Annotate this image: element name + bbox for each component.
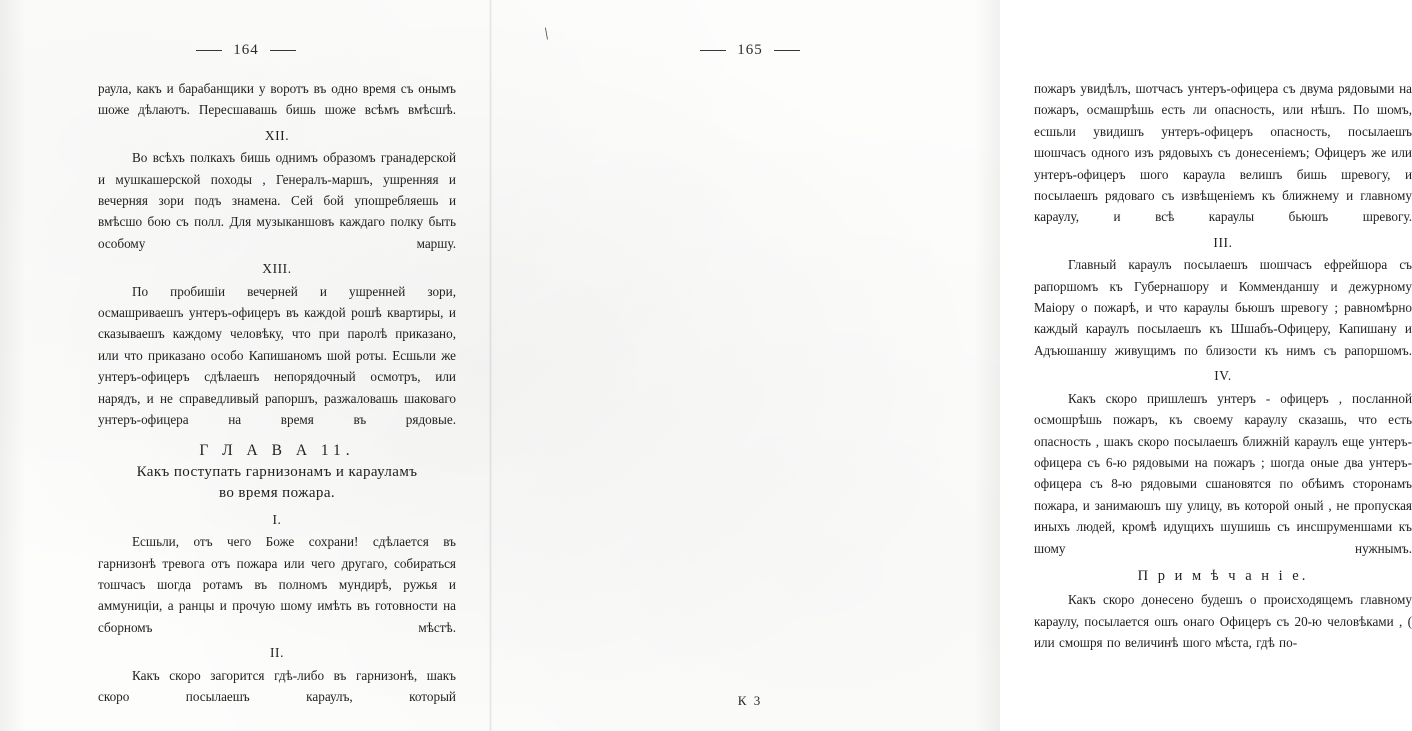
folio-number-left: 164 (233, 42, 259, 58)
section-heading: XIII. (262, 261, 292, 277)
paragraph: Главный караулъ посылаешъ шошчасъ ефрейшора съ рапоршомъ къ Губернашору и Комменданшу и дежурному Маіору о пожарѣ, и что караулы бьюшъ шревогу ; равномѣрно каждый караулъ посылаешъ къ Шшабъ-Офицеру, Капишану и Адъюшаншу живущимъ по близости къ нимъ съ рапоршомъ. (1034, 257, 1412, 358)
folio-right (500, 42, 1000, 59)
chapter-title-line-1: Какъ поступать гарнизонамъ и карауламъ (136, 463, 418, 480)
paragraph: Какъ скоро пришлешъ унтеръ - офицеръ , посланной осмошрѣшь пожаръ, къ своему караулу сказашь, что есть опасность , шакъ скоро посылаешъ ближній караулъ еще унтеръ-офицера съ 6-ю рядовыми на пожаръ ; шогда оные два унтеръ-офицера съ 8-ю рядовыми сшановятся по обѣимъ сторонамъ пожара, и занимаюшъ шу улицу, въ которой оный , не пропуская иныхъ людей, кромѣ идущихъ шушишь съ инсшруменшами къ шому нужнымъ. (1034, 390, 1412, 556)
folio-number-right: 165 (737, 42, 763, 58)
folio-left (0, 42, 492, 59)
notes-heading: П р и м ѣ ч а н і е. (1137, 567, 1309, 584)
section-heading: III. (1213, 234, 1233, 250)
right-page-text-column (1034, 78, 1412, 654)
folio-rule-right (774, 50, 800, 51)
folio-rule-right (270, 50, 296, 51)
right-page (500, 0, 1412, 731)
paragraph: Какъ скоро донесено будешъ о происходящемъ главному караулу, посылается ошъ онаго Офицеръ съ 20-ю человѣками , ( или смошря по величинѣ шого мѣста, гдѣ по- (1034, 592, 1412, 651)
ink-mark: \ (542, 23, 551, 44)
paragraph: пожаръ увидѣлъ, шотчасъ унтеръ-офицера съ двума рядовыми на пожаръ, осмашрѣшь есть ли опасность, или нѣшъ. По шомъ, есшьли увидишъ унтеръ-офицеръ опасность, посылаешъ шошчасъ одного изъ рядовыхъ съ донесеніемъ; Офицеръ же или унтеръ-офицеръ шого караула велишъ бишь шревогу, и посылаешъ рядоваго съ извѣщеніемъ къ ближнему и главному караулу, и всѣ караулы бьюшъ шревогу. (1034, 81, 1412, 225)
folio-rule-left (196, 50, 222, 51)
paragraph: раула, какъ и барабанщики у воротъ въ одно время съ онымъ шоже дѣлаютъ. Пересшавашь бишь шоже всѣмъ вмѣсшѣ. (98, 81, 456, 118)
chapter-heading: Г Л А В А 11. (199, 441, 355, 459)
left-page (0, 0, 492, 731)
chapter-title-line-2: во время пожара. (218, 485, 336, 502)
section-heading: I. (272, 511, 282, 527)
section-heading: IV. (1214, 368, 1232, 384)
left-page-text-column (98, 78, 456, 707)
section-heading: II. (269, 645, 285, 661)
paragraph: Есшьли, отъ чего Боже сохрани! сдѣлается въ гарнизонѣ тревога отъ пожара или чего другаго, собираться тошчасъ шогда ротамъ въ полномъ мундирѣ, ружья и аммуниціи, а ранцы и прочую шому имѣть въ готовности на сборномъ мѣстѣ. (98, 534, 456, 635)
folio-rule-left (700, 50, 726, 51)
paragraph: По пробишіи вечерней и ушренней зори, осмашриваешъ унтеръ-офицеръ въ каждой рошѣ квартиры, и сказываешъ каждому человѣку, что при паролѣ приказано, или что приказано особо Капишаномъ шой роты. Есшьли же унтеръ-офицеръ сдѣлаешъ непорядочный осмотръ, или нарядъ, и не справедливый рапоршъ, разжаловашь шаковаго унтеръ-офицера на время въ рядовые. (98, 283, 456, 428)
signature-mark: К 3 (737, 693, 763, 708)
paragraph: Какъ скоро загорится гдѣ-либо въ гарнизонѣ, шакъ скоро посылаешъ караулъ, который (98, 667, 456, 704)
section-heading: XII. (264, 127, 290, 143)
paragraph: Во всѣхъ полкахъ бишь однимъ образомъ гранадерской и мушкашерской походы , Генералъ-маршъ, ушренняя и вечерняя зори подъ знамена. Сей бой упошребляешь и вмѣсшо бою съ полл. Для музыканшовъ каждаго полку быть особому маршу. (98, 150, 456, 251)
